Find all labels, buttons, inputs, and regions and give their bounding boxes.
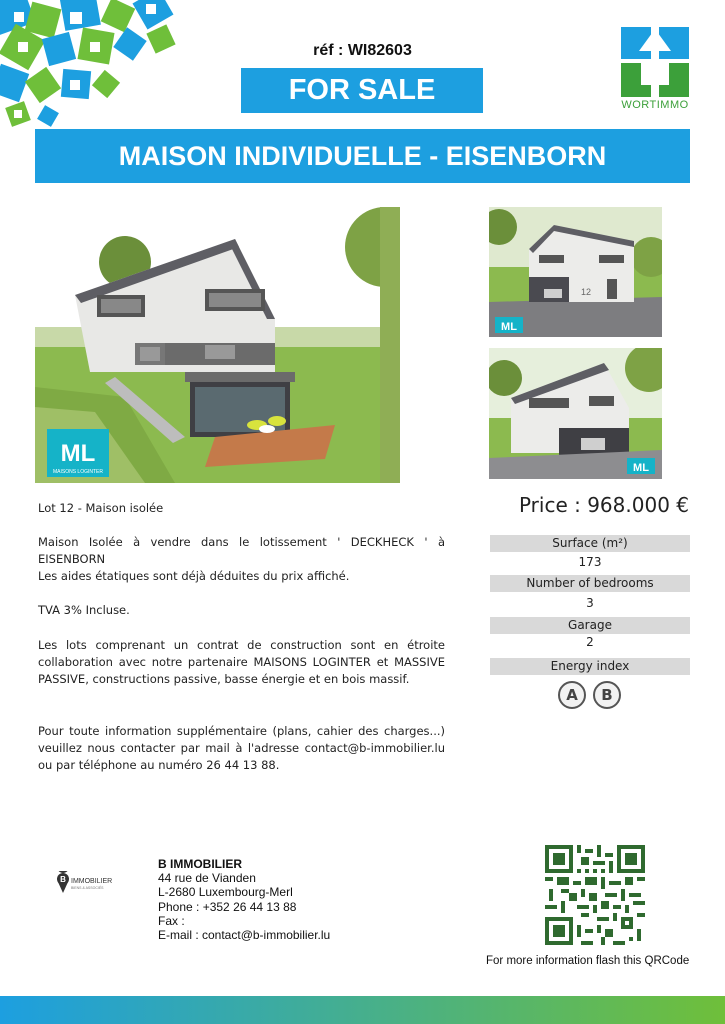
house-thumbnail-front [489,207,662,337]
lot-number-on-facade: 12 [581,287,592,297]
reference-number: réf : WI82603 [313,42,412,59]
description-line-lot: Lot 12 - Maison isolée [38,501,164,515]
house-thumbnail-side [489,348,662,479]
description-paragraph-contact: Pour toute information supplémentaire (plans, cahier des charges...) veuillez nous contacter par mail à l'adresse contact@b-immobilier.lu ou par téléphone au numéro 26 44 13 88. [38,724,445,772]
garage-label: Garage [490,617,690,634]
description-line-intro: Maison Isolée à vendre dans le lotissement ' DECKHECK ' à EISENBORN [38,535,445,566]
agency-email[interactable]: E-mail : contact@b-immobilier.lu [158,928,331,943]
agency-name: B IMMOBILIER [158,857,242,871]
garage-value: 2 [586,635,594,649]
decorative-corner-pattern [0,0,200,140]
surface-label: Surface (m²) [490,535,690,552]
description-paragraph-partners: Les lots comprenant un contrat de construction sont en étroite collaboration avec notre partenaire MAISONS LOGINTER et MASSIVE PASSIVE, constructions passive, basse énergie et en bois massif. [38,638,445,686]
agency-contact-block [158,857,330,942]
svg-text:B: B [60,875,66,884]
agency-address-city: L-2680 Luxembourg-Merl [158,885,293,900]
ml-badge-text: ML [60,440,96,467]
bedrooms-value: 3 [586,596,594,610]
description-line-aids: Les aides étatiques sont déjà déduites du prix affiché. [38,569,350,583]
description-line-vat: TVA 3% Incluse. [38,603,130,617]
price: Price : 968.000 € [518,493,689,517]
energy-index-label: Energy index [490,658,690,675]
wortimmo-logo-text: WORTIMMO [621,99,689,111]
qr-code[interactable] [545,845,645,945]
main-house-photo [35,207,400,483]
b-immobilier-logo-subtext: BIENS & ASSOCIÉS [71,886,104,890]
energy-class-a-badge: A [558,681,586,709]
energy-class-b-badge: B [593,681,621,709]
qr-caption: For more information flash this QRCode [486,955,690,967]
surface-value: 173 [578,555,602,569]
agency-fax: Fax : [158,913,185,928]
listing-title: MAISON INDIVIDUELLE - EISENBORN [35,129,690,183]
for-sale-banner: FOR SALE [241,68,483,113]
ml-badge-text-thumb2: ML [633,462,649,474]
b-immobilier-logo-text: IMMOBILIER [71,878,113,885]
ml-badge-subtext: MAISONS LOGINTER [52,469,104,475]
bottom-gradient-bar [0,996,725,1024]
agency-phone[interactable]: Phone : +352 26 44 13 88 [158,899,297,914]
agency-address-street: 44 rue de Vianden [158,871,256,886]
b-immobilier-logo [55,871,125,897]
ml-badge-text-thumb1: ML [501,321,517,333]
bedrooms-label: Number of bedrooms [490,575,690,592]
